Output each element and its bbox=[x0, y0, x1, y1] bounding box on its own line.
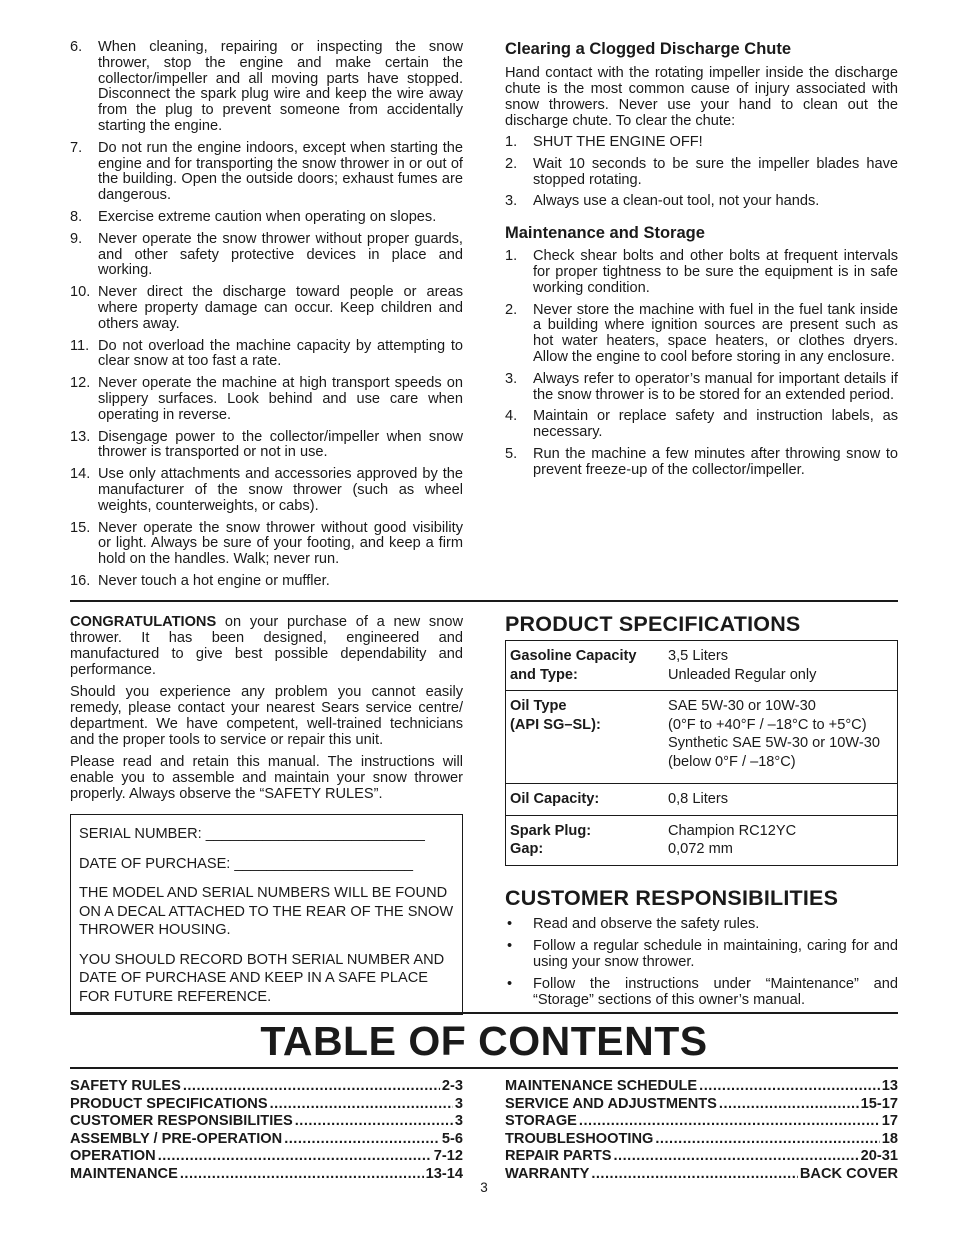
decal-location-note: THE MODEL AND SERIAL NUMBERS WILL BE FOUND ON A DECAL ATTACHED TO THE REAR OF THE SNOW THROWER HOUSING. bbox=[79, 885, 454, 938]
section-divider bbox=[70, 1012, 898, 1014]
toc-left-column bbox=[70, 1078, 463, 1183]
safety-rule: 6. When cleaning, repairing or inspecting the snow thrower, stop the engine and make certain the collector/impeller and all moving parts have stopped. Disconnect the spark plug wire and keep the wire away from the plug to prevent someone from accidentally starting the engine. bbox=[70, 39, 463, 134]
safety-rule: 10. Never direct the discharge toward people or areas where property damage can occur. Keep children and others away. bbox=[70, 284, 463, 332]
safety-rule: 7. Do not run the engine indoors, except when starting the engine and for transporting the snow thrower in or out of the building. Open the outside doors; exhaust fumes are dangerous. bbox=[70, 139, 463, 204]
clogged-chute-heading: Clearing a Clogged Discharge Chute bbox=[505, 40, 792, 58]
congratulations-lead: CONGRATULATIONS bbox=[70, 614, 217, 630]
safety-rule: 15. Never operate the snow thrower without good visibility or light. Always be sure of your footing, and keep a firm hold on the handles. Walk; never run. bbox=[70, 519, 463, 568]
safety-rule: 8. Exercise extreme caution when operating on slopes. bbox=[70, 208, 437, 225]
toc-entry: MAINTENANCE ..... 13-14 bbox=[70, 1166, 463, 1184]
safety-rule: 9. Never operate the snow thrower without proper guards, and other safety protective devices in place and working. bbox=[70, 230, 463, 279]
maintenance-step: 2. Never store the machine with fuel in the fuel tank inside a building where ignition sources are present such as hot water heaters, space heaters, or clothes dryers. Allow the engine to cool before storing in any enclosure. bbox=[505, 301, 898, 365]
toc-right-column bbox=[505, 1078, 898, 1183]
congratulations-paragraph: CONGRATULATIONS on your purchase of a new snow thrower. It has been designed, engineered and manufactured to give best possible dependability and performance. bbox=[70, 614, 463, 678]
product-specifications-table bbox=[505, 640, 898, 866]
toc-entry: MAINTENANCE SCHEDULE ..... 13 bbox=[505, 1078, 898, 1096]
service-paragraph: Should you experience any problem you cannot easily remedy, please contact your nearest Sears service centre/ department. We have competent, well-trained technicians and the proper tools to service or repair this unit. bbox=[70, 684, 463, 748]
maintenance-storage-heading: Maintenance and Storage bbox=[505, 224, 705, 243]
page-number: 3 bbox=[480, 1180, 488, 1195]
spec-row-oil-type: Oil Type (API SG–SL): SAE 5W-30 or 10W-30 (0°F to +40°F / –18°C to +5°C) Synthetic SAE 5W-30 or 10W-30 (below 0°F / –18°C) bbox=[506, 691, 898, 784]
congratulations-column bbox=[70, 614, 463, 1015]
clogged-chute-intro: Hand contact with the rotating impeller inside the discharge chute is the most common cause of injury associated with snow throwers. Never use your hand to clean out the discharge chute. To clear the chute: bbox=[505, 65, 898, 129]
responsibility-item: • Follow a regular schedule in maintaining, caring for and using your snow thrower. bbox=[507, 937, 898, 970]
chute-step: 3. Always use a clean-out tool, not your hands. bbox=[505, 193, 820, 210]
clogged-chute-steps bbox=[505, 135, 898, 210]
toc-list-right bbox=[505, 1078, 898, 1183]
specs-column bbox=[505, 612, 898, 1014]
toc-entry: STORAGE ..... 17 bbox=[505, 1113, 898, 1131]
chute-maintenance-column bbox=[505, 40, 898, 485]
maintenance-step: 3. Always refer to operator’s manual for important details if the snow thrower is to be stored for an extended period. bbox=[505, 370, 898, 403]
chute-step: 2. Wait 10 seconds to be sure the impeller blades have stopped rotating. bbox=[505, 155, 898, 188]
safety-rules-column bbox=[70, 40, 463, 596]
section-divider bbox=[70, 600, 898, 602]
toc-entry: OPERATION ..... 7-12 bbox=[70, 1148, 463, 1166]
toc-entry: TROUBLESHOOTING ..... 18 bbox=[505, 1131, 898, 1149]
safety-rule: 16. Never touch a hot engine or muffler. bbox=[70, 572, 330, 589]
maintenance-step: 4. Maintain or replace safety and instruction labels, as necessary. bbox=[505, 408, 898, 441]
safety-rules-list bbox=[70, 40, 463, 590]
toc-entry: PRODUCT SPECIFICATIONS ..... 3 bbox=[70, 1096, 463, 1114]
safety-rule: 12. Never operate the machine at high transport speeds on slippery surfaces. Look behind and use care when operating in reverse. bbox=[70, 375, 463, 423]
toc-entry: REPAIR PARTS ..... 20-31 bbox=[505, 1148, 898, 1166]
responsibility-item: • Read and observe the safety rules. bbox=[507, 915, 760, 932]
toc-list-left bbox=[70, 1078, 463, 1183]
customer-responsibilities-heading: CUSTOMER RESPONSIBILITIES bbox=[505, 885, 839, 910]
safety-rule: 11. Do not overload the machine capacity by attempting to clear snow at too fast a rate. bbox=[70, 337, 463, 370]
maintenance-storage-steps bbox=[505, 249, 898, 478]
toc-entry: SERVICE AND ADJUSTMENTS ..... 15-17 bbox=[505, 1096, 898, 1114]
safety-rule: 14. Use only attachments and accessories approved by the manufacturer of the snow thrower (such as wheel weights, counterweights, or cabs). bbox=[70, 466, 463, 514]
spec-row-oil-capacity: Oil Capacity: 0,8 Liters bbox=[506, 784, 898, 816]
serial-number-line: SERIAL NUMBER: ___________________________ bbox=[79, 826, 425, 842]
spec-row-gasoline: Gasoline Capacity and Type: 3,5 Liters Unleaded Regular only bbox=[506, 641, 898, 691]
section-divider bbox=[70, 1067, 898, 1069]
date-of-purchase-line: DATE OF PURCHASE: ______________________ bbox=[79, 855, 413, 872]
record-keeping-note: YOU SHOULD RECORD BOTH SERIAL NUMBER AND DATE OF PURCHASE AND KEEP IN A SAFE PLACE FOR FUTURE REFERENCE. bbox=[79, 951, 445, 1005]
toc-entry: SAFETY RULES ..... 2-3 bbox=[70, 1078, 463, 1096]
toc-entry: CUSTOMER RESPONSIBILITIES ..... 3 bbox=[70, 1113, 463, 1131]
toc-entry: ASSEMBLY / PRE-OPERATION ..... 5-6 bbox=[70, 1131, 463, 1149]
retain-manual-paragraph: Please read and retain this manual. The instructions will enable you to assemble and maintain your snow thrower properly. Always observe the “SAFETY RULES”. bbox=[70, 754, 463, 802]
safety-rule: 13. Disengage power to the collector/impeller when snow thrower is transported or not in use. bbox=[70, 428, 463, 461]
customer-responsibilities-list bbox=[505, 916, 898, 1008]
responsibility-item: • Follow the instructions under “Maintenance” and “Storage” sections of this owner’s manual. bbox=[507, 975, 898, 1008]
chute-step: 1. SHUT THE ENGINE OFF! bbox=[505, 134, 703, 150]
serial-record-box bbox=[70, 814, 463, 1015]
maintenance-step: 5. Run the machine a few minutes after throwing snow to prevent freeze-up of the collector/impeller. bbox=[505, 445, 898, 478]
toc-entry: WARRANTY ..... BACK COVER bbox=[505, 1166, 898, 1184]
product-specifications-heading: PRODUCT SPECIFICATIONS bbox=[505, 612, 801, 636]
maintenance-step: 1. Check shear bolts and other bolts at frequent intervals for proper tightness to be sure the equipment is in safe working condition. bbox=[505, 248, 898, 296]
table-of-contents-title: TABLE OF CONTENTS bbox=[260, 1018, 708, 1064]
spec-row-spark-plug: Spark Plug: Gap: Champion RC12YC 0,072 mm bbox=[506, 815, 898, 865]
